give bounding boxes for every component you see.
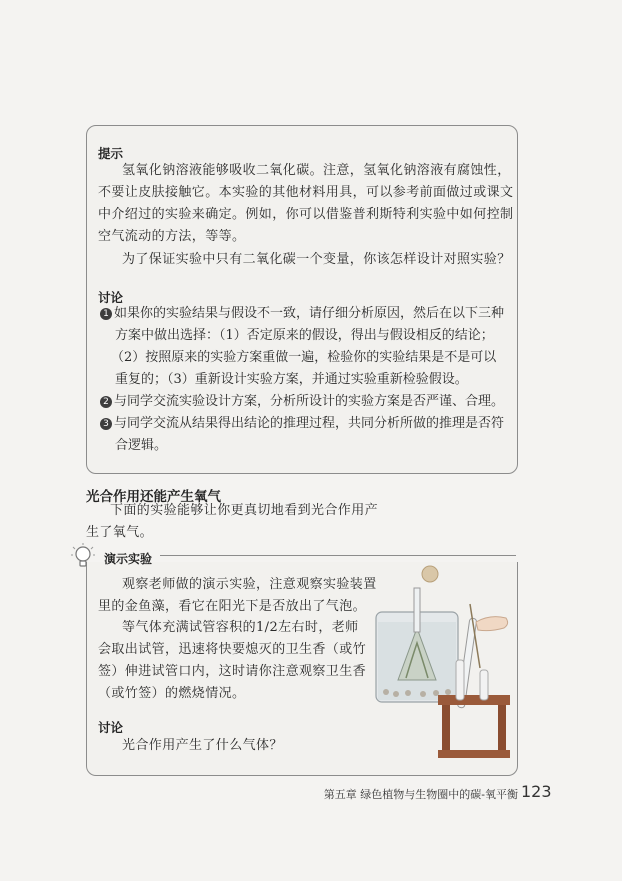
- demo-p2-line-4: （或竹签）的燃烧情况。: [98, 686, 246, 701]
- demo-discussion-question: 光合作用产生了什么气体？: [122, 738, 283, 753]
- discussion-item-1-line-4: 重复的；（3）重新设计实验方案，并通过实验重新检验假设。: [115, 372, 468, 387]
- section-line-1: 下面的实验能够让你更真切地看到光合作用产: [110, 503, 379, 518]
- demo-p1-line-2: 里的金鱼藻，看它在阳光下是否放出了气泡。: [98, 599, 367, 614]
- demo-p2-line-3: 签）伸进试管口内，这时请你注意观察卫生香: [98, 664, 367, 679]
- demo-discussion-heading: 讨论: [98, 720, 124, 735]
- demo-p1-line-1: 观察老师做的演示实验，注意观察实验装置: [122, 577, 377, 592]
- hand: [476, 617, 508, 631]
- demo-top-rule: [160, 555, 516, 556]
- number-badge: 1: [100, 308, 112, 320]
- apparatus-illustration: [368, 560, 516, 760]
- tip-heading: 提示: [98, 146, 124, 161]
- tip-line-2: 不要让皮肤接触它。本实验的其他材料用具，可以参考前面做过或课文: [98, 185, 514, 200]
- discussion-item-1-line-2: 方案中做出选择：（1）否定原来的假设，得出与假设相反的结论；: [115, 328, 494, 343]
- tube-rack: [438, 695, 510, 705]
- demo-p2-line-1: 等气体充满试管容积的1/2左右时，老师: [122, 620, 359, 635]
- discussion-heading: 讨论: [98, 290, 124, 305]
- lightbulb-icon: [70, 542, 96, 570]
- discussion-item-1-line-3: （2）按照原来的实验方案重做一遍，检验你的实验结果是不是可以: [111, 350, 497, 365]
- number-badge: 2: [100, 396, 112, 408]
- tip-line-4: 空气流动的方法，等等。: [98, 229, 246, 244]
- page-number: 123: [521, 782, 552, 801]
- tip-line-3: 中介绍过的实验来确定。例如，你可以借鉴普利斯特利实验中如何控制: [98, 207, 514, 222]
- tip-line-1: 氢氧化钠溶液能够吸收二氧化碳。注意，氢氧化钠溶液有腐蚀性，: [122, 163, 511, 178]
- section-line-2: 生了氧气。: [86, 525, 154, 540]
- chapter-footer: 第五章 绿色植物与生物圈中的碳-氧平衡: [323, 788, 518, 801]
- tip-question: 为了保证实验中只有二氧化碳一个变量，你该怎样设计对照实验？: [122, 252, 511, 267]
- discussion-item-3-line-2: 合逻辑。: [115, 438, 168, 453]
- discussion-item-1: 1 如果你的实验结果与假设不一致，请仔细分析原因，然后在以下三种: [100, 303, 504, 325]
- demo-p2-line-2: 会取出试管，迅速将快要熄灭的卫生香（或竹: [98, 642, 367, 657]
- discussion-item-3: 3 与同学交流从结果得出结论的推理过程，共同分析所做的推理是否符: [100, 413, 504, 435]
- discussion-item-2: 2 与同学交流实验设计方案，分析所设计的实验方案是否严谨、合理。: [100, 391, 504, 413]
- number-badge: 3: [100, 418, 112, 430]
- sun-icon: [422, 566, 438, 582]
- demo-label: 演示实验: [104, 552, 153, 566]
- section-title: 光合作用还能产生氧气: [86, 489, 221, 505]
